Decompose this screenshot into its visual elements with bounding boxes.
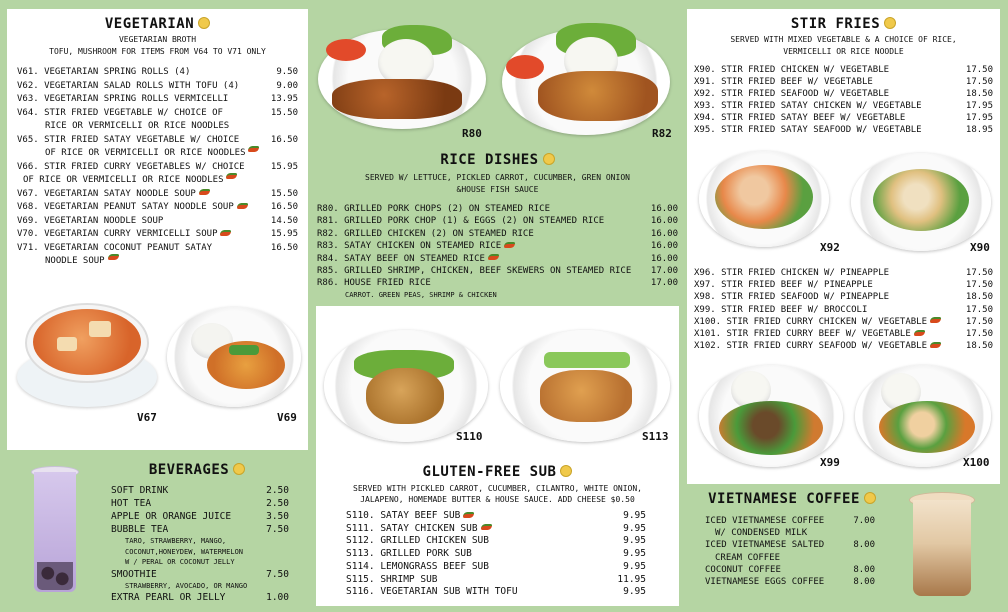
menu-item-x100: X100. STIR FRIED CURRY CHICKEN W/ VEGETABLE 17.50 [694, 316, 993, 327]
menu-item-r81: R81. GRILLED PORK CHOP (1) & EGGS (2) ON STEAMED RICE 16.00 [317, 216, 678, 227]
menu-item-x97: X97. STIR FRIED BEEF W/ PINEAPPLE 17.50 [694, 280, 993, 291]
menu-item-x93: X93. STIR FRIED SATAY CHICKEN W/ VEGETABLE 17.95 [694, 101, 993, 111]
menu-item-v61: V61. VEGETARIAN SPRING ROLLS (4) 9.50 [17, 67, 298, 77]
menu-item-v64: V64. STIR FRIED VEGETABLE W/ CHOICE OF 15.50 [17, 107, 298, 118]
photo-label-s110: S110 [456, 430, 483, 443]
pork-chop-plate-photo [318, 23, 490, 135]
menu-item-x92: X92. STIR FRIED SEAFOOD W/ VEGETABLE 18.50 [694, 89, 993, 99]
spicy-icon [481, 524, 492, 530]
menu-item-r83: R83. SATAY CHICKEN ON STEAMED RICE 16.00 [317, 241, 678, 252]
menu-item-x91: X91. STIR FRIED BEEF W/ VEGETABLE 17.50 [694, 77, 993, 87]
photo-label-v69: V69 [277, 411, 297, 424]
curry-chicken-photo [855, 365, 991, 467]
spicy-icon [930, 317, 941, 323]
menu-item-v65: V65. STIR FRIED SATAY VEGETABLE W/ CHOICE 16.50 [17, 134, 298, 145]
menu-item-v63: V63. VEGETARIAN SPRING ROLLS VERMICELLI 13.95 [17, 94, 298, 104]
menu-item-s112: S112. GRILLED CHICKEN SUB 9.95 [346, 535, 646, 547]
vegetarian-panel [7, 9, 308, 450]
star-icon [560, 465, 572, 477]
vegetarian-subtitle-2: TOFU, MUSHROOM FOR ITEMS FROM V64 TO V71 ONLY [49, 47, 266, 56]
menu-item-r82: R82. GRILLED CHICKEN (2) ON STEAMED RICE 16.00 [317, 228, 678, 239]
coffee-iced: ICED VIETNAMESE COFFEE 7.00 [705, 516, 875, 526]
menu-item-s115: S115. SHRIMP SUB 11.95 [346, 573, 646, 585]
photo-label-x90: X90 [970, 241, 990, 254]
coffee-coconut: COCONUT COFFEE 8.00 [705, 564, 875, 575]
rice-subtitle-2: &HOUSE FISH SAUCE [456, 185, 539, 194]
grilled-pork-sub-photo [500, 330, 670, 442]
stir-list-2 [694, 267, 993, 352]
menu-item-s113: S113. GRILLED PORK SUB 9.95 [346, 548, 646, 560]
menu-item-v70: V70. VEGETARIAN CURRY VERMICELLI SOUP 15.95 [17, 229, 298, 239]
spicy-icon [226, 173, 237, 179]
rice-list [317, 203, 678, 301]
soup-bowl-photo [17, 297, 157, 407]
stir-subtitle-1: SERVED WITH MIXED VEGETABLE & A CHOICE OF RICE, [730, 35, 957, 44]
coffee-list [705, 515, 875, 588]
beverages-list [111, 484, 289, 604]
menu-item-x94: X94. STIR FRIED SATAY BEEF W/ VEGETABLE 17.95 [694, 113, 993, 123]
menu-item-r80: R80. GRILLED PORK CHOPS (2) ON STEAMED RICE 16.00 [317, 204, 678, 214]
menu-item-v66: V66. STIR FRIED CURRY VEGETABLES W/ CHOICE 15.95 [17, 161, 298, 172]
spicy-icon [463, 512, 474, 518]
stir-subtitle-2: VERMICELLI OR RICE NOODLE [783, 47, 904, 56]
bubble-tea-photo [31, 466, 79, 596]
photo-label-x100: X100 [963, 456, 990, 469]
menu-item-x101: X101. STIR FRIED CURRY BEEF W/ VEGETABLE 17.50 [694, 329, 993, 340]
coffee-salted-cont: CREAM COFFEE [715, 552, 781, 563]
sub-subtitle-1: SERVED WITH PICKLED CARROT, CUCUMBER, CILANTRO, WHITE ONION, [353, 484, 642, 493]
smoothie-note: STRAWBERRY, AVOCADO, OR MANGO [125, 581, 248, 590]
satay-beef-sub-photo [324, 330, 488, 442]
vegetarian-title: VEGETARIAN [7, 16, 308, 32]
rice-dishes-title: RICE DISHES [312, 152, 683, 168]
sub-list [346, 510, 646, 599]
beverages-title: BEVERAGES [97, 462, 297, 478]
menu-item-s110: S110. SATAY BEEF SUB 9.95 [346, 510, 646, 521]
star-icon [198, 17, 210, 29]
star-icon [543, 153, 555, 165]
menu-item-r85: R85. GRILLED SHRIMP, CHICKEN, BEEF SKEWERS ON STEAMED RICE 17.00 [317, 266, 678, 277]
spicy-icon [914, 330, 925, 336]
bubble-tea-note-1: TARO, STRAWBERRY, MANGO, [125, 537, 227, 545]
beverage-smoothie: SMOOTHIE 7.50 [111, 568, 289, 580]
star-icon [864, 492, 876, 504]
menu-item-v65-cont: OF RICE OR VERMICELLI OR RICE NOODLES [17, 147, 298, 161]
photo-label-r80: R80 [462, 127, 482, 140]
beef-broccoli-photo [699, 365, 843, 467]
bubble-tea-note-2: COCONUT,HONEYDEW, WATERMELON [125, 547, 244, 556]
spicy-icon [488, 254, 499, 260]
bubble-tea-note-3: W / PERAL OR COCONUT JELLY [125, 558, 235, 566]
rice-dishes-section [312, 9, 683, 301]
menu-item-x95: X95. STIR FRIED SATAY SEAFOOD W/ VEGETABLE 18.95 [694, 125, 993, 135]
menu-item-v62: V62. VEGETARIAN SALAD ROLLS WITH TOFU (4) 9.00 [17, 80, 298, 91]
stir-fries-title: STIR FRIES [687, 16, 1000, 32]
beverage-juice: APPLE OR ORANGE JUICE 3.50 [111, 511, 289, 522]
menu-item-v71: V71. VEGETARIAN COCONUT PEANUT SATAY 16.50 [17, 242, 298, 253]
spicy-icon [248, 146, 259, 152]
stir-fries-panel [687, 9, 1000, 484]
menu-item-s116: S116. VEGETARIAN SUB WITH TOFU 9.95 [346, 586, 646, 598]
iced-coffee-photo [909, 492, 975, 600]
sub-panel [316, 306, 679, 606]
vegetarian-subtitle-1: VEGETARIAN BROTH [118, 35, 197, 44]
menu-item-v67: V67. VEGETARIAN SATAY NOODLE SOUP 15.50 [17, 188, 298, 199]
sub-title: GLUTEN-FREE SUB [316, 464, 679, 480]
menu-item-v64-cont: RICE OR VERMICELLI OR RICE NOODLES [45, 121, 230, 131]
stir-list-1 [694, 64, 993, 136]
star-icon [233, 463, 245, 475]
rice-subtitle-1: SERVED W/ LETTUCE, PICKLED CARROT, CUCUMBER, GREN ONION [365, 173, 630, 182]
beverage-soft-drink: SOFT DRINK 2.50 [111, 485, 289, 496]
menu-item-s114: S114. LEMONGRASS BEEF SUB 9.95 [346, 560, 646, 572]
menu-item-v69: V69. VEGETARIAN NOODLE SOUP 14.50 [17, 215, 298, 226]
beverages-section [7, 456, 308, 606]
spicy-icon [930, 342, 941, 348]
sub-subtitle-2: JALAPENO, HOMEMADE BUTTER & HOUSE SAUCE. ADD CHEESE $0.50 [360, 495, 635, 504]
vegetarian-list [17, 66, 298, 269]
rice-curry-plate-photo [167, 307, 301, 407]
coffee-eggs: VIETNAMESE EGGS COFFEE 8.00 [705, 577, 875, 588]
spicy-icon [199, 189, 210, 195]
fried-rice-note: CARROT. GREEN PEAS, SHRIMP & CHICKEN [345, 290, 497, 299]
menu-item-x98: X98. STIR FRIED SEAFOOD W/ PINEAPPLE 18.50 [694, 292, 993, 303]
spicy-icon [108, 254, 119, 260]
coffee-iced-cont: W/ CONDENSED MILK [715, 528, 808, 539]
photo-label-v67: V67 [137, 411, 157, 424]
menu-item-v66-cont: OF RICE OR VERMICELLI OR RICE NOODLES [17, 174, 298, 188]
spicy-icon [237, 203, 248, 209]
beverage-extra: EXTRA PEARL OR JELLY 1.00 [111, 592, 289, 603]
spicy-icon [220, 230, 231, 236]
menu-item-x90: X90. STIR FRIED CHICKEN W/ VEGETABLE 17.50 [694, 65, 993, 75]
menu-item-x96: X96. STIR FRIED CHICKEN W/ PINEAPPLE 17.50 [694, 268, 993, 278]
photo-label-r82: R82 [652, 127, 672, 140]
menu-item-r86: R86. HOUSE FRIED RICE 17.00 [317, 278, 678, 289]
photo-label-x99: X99 [820, 456, 840, 469]
spicy-icon [504, 242, 515, 248]
menu-item-x102: X102. STIR FRIED CURRY SEAFOOD W/ VEGETABLE 18.50 [694, 341, 993, 352]
chicken-stir-fry-photo [851, 153, 991, 251]
star-icon [884, 17, 896, 29]
coffee-salted: ICED VIETNAMESE SALTED 8.00 [705, 540, 875, 551]
menu-item-v68: V68. VEGETARIAN PEANUT SATAY NOODLE SOUP 16.50 [17, 202, 298, 212]
menu-item-s111: S111. SATAY CHICKEN SUB 9.95 [346, 522, 646, 534]
coffee-title: VIETNAMESE COFFEE [697, 491, 887, 507]
beverage-bubble-tea: BUBBLE TEA 7.50 [111, 524, 289, 535]
coffee-section [687, 486, 1000, 606]
photo-label-x92: X92 [820, 241, 840, 254]
menu-item-v71-cont: NOODLE SOUP [17, 255, 298, 269]
menu-item-r84: R84. SATAY BEEF ON STEAMED RICE 16.00 [317, 253, 678, 264]
beverage-hot-tea: HOT TEA 2.50 [111, 498, 289, 509]
seafood-stir-fry-photo [699, 151, 829, 247]
grilled-chicken-plate-photo [498, 19, 674, 141]
photo-label-s113: S113 [642, 430, 669, 443]
menu-item-x99: X99. STIR FRIED BEEF W/ BROCCOLI 17.50 [694, 304, 993, 315]
